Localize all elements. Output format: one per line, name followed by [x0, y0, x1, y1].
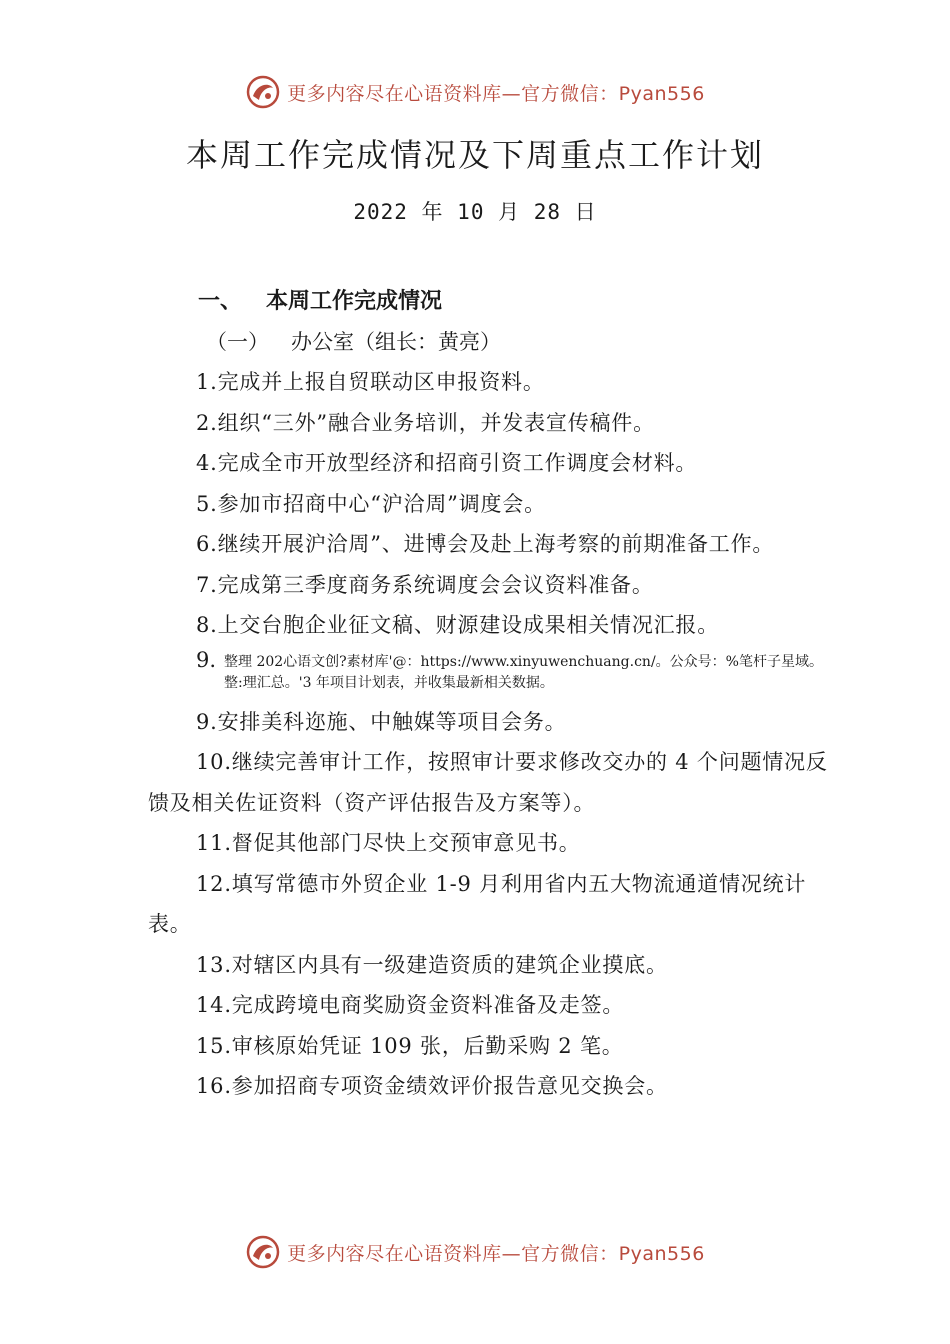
list-item: 6.继续开展沪洽周”、进博会及赴上海考察的前期准备工作。 — [196, 532, 775, 556]
document-body — [148, 282, 838, 1107]
list-item: 13.对辖区内具有一级建造资质的建筑企业摸底。 — [196, 952, 668, 977]
logo-icon — [245, 1234, 281, 1270]
watermark-text: 更多内容尽在心语资料库—官方微信：Pyan556 — [287, 82, 705, 105]
document-title: 本周工作完成情况及下周重点工作计划 — [185, 136, 764, 174]
list-item: 8.上交台胞企业征文稿、财源建设成果相关情况汇报。 — [196, 613, 720, 637]
list-item: 10.继续完善审计工作，按照审计要求修改交办的 4 个问题情况反馈及相关佐证资料（资产评估报告及方案等）。 — [148, 750, 828, 815]
list-item: 11.督促其他部门尽快上交预审意见书。 — [196, 831, 581, 855]
note-item-number: 9. — [196, 647, 217, 672]
list-item: 15.审核原始凭证 109 张，后勤采购 2 笔。 — [196, 1033, 624, 1058]
list-item: 9.安排美科迩施、中触媒等项目会务。 — [196, 709, 567, 734]
list-item: 5.参加市招商中心“沪洽周”调度会。 — [196, 491, 546, 516]
watermark-footer — [0, 1230, 950, 1274]
list-item: 14.完成跨境电商奖励资金资料准备及走签。 — [196, 993, 625, 1017]
note-item — [148, 647, 838, 694]
list-item: 7.完成第三季度商务系统调度会会议资料准备。 — [196, 572, 654, 597]
list-item: 4.完成全市开放型经济和招商引资工作调度会材料。 — [196, 451, 698, 475]
section-heading — [198, 282, 838, 322]
subsection-number: （一） — [206, 330, 269, 354]
section-number: 一、 — [198, 289, 243, 314]
watermark-header — [0, 70, 950, 114]
list-item: 2.组织“三外”融合业务培训，并发表宣传稿件。 — [196, 410, 655, 435]
list-item: 1.完成并上报自贸联动区申报资料。 — [196, 370, 545, 394]
subsection-title: 办公室（组长：黄亮） — [291, 330, 501, 354]
list-item: 16.参加招商专项资金绩效评价报告意见交换会。 — [196, 1074, 668, 1098]
subsection-heading — [206, 322, 838, 362]
note-item-text: 整理 202心语文创?素材库'@：https://www.xinyuwenchuang.cn/。公众号：%笔杆子星域。整:理汇总。'3 年项目计划表，并收集最新相关数据。 — [224, 653, 823, 691]
document-date: 2022 年 10 月 28 日 — [353, 200, 597, 224]
section-title: 本周工作完成情况 — [266, 289, 443, 314]
list-item: 12.填写常德市外贸企业 1-9 月利用省内五大物流通道情况统计表。 — [148, 871, 807, 936]
watermark-text: 更多内容尽在心语资料库—官方微信：Pyan556 — [287, 1242, 705, 1265]
logo-icon — [245, 74, 281, 110]
